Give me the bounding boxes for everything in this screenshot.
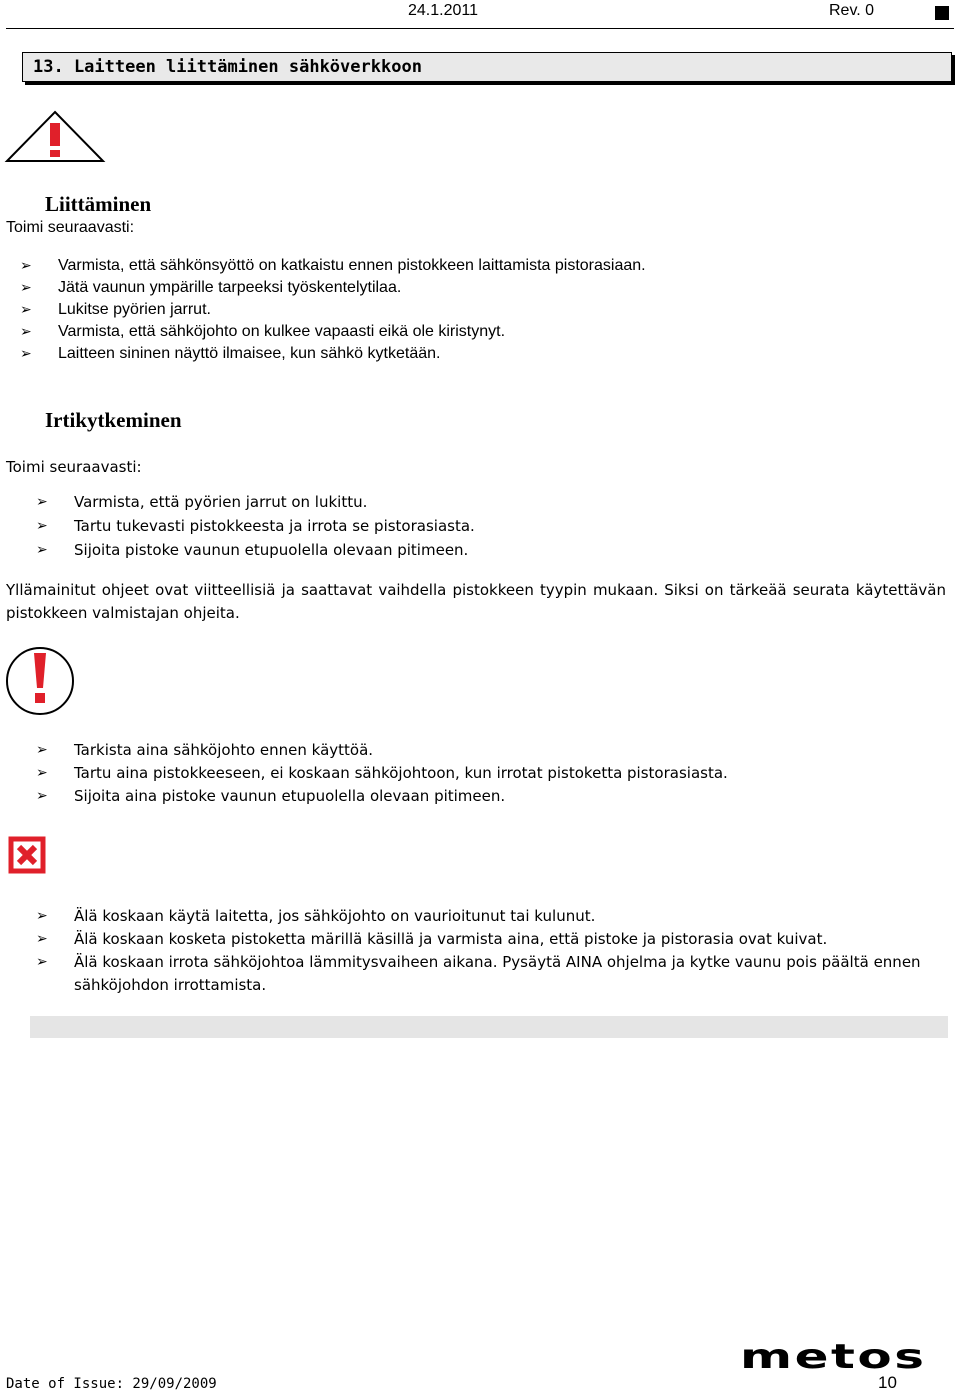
- connecting-heading: Liittäminen: [45, 192, 152, 216]
- connecting-list: [20, 255, 646, 365]
- arrow-bullet-icon: ➢: [20, 280, 32, 296]
- list-item: ➢ Jätä vaunun ympärille tarpeeksi työskentelytilaa.: [20, 277, 646, 299]
- footer-issue-date: Date of Issue: 29/09/2009: [6, 1376, 217, 1392]
- arrow-bullet-icon: ➢: [36, 765, 48, 781]
- list-item: ➢ Lukitse pyörien jarrut.: [20, 299, 646, 321]
- list-item: ➢ Laitteen sininen näyttö ilmaisee, kun sähkö kytketään.: [20, 343, 646, 365]
- header-date: 24.1.2011: [408, 2, 478, 19]
- list-item: ➢ Sijoita pistoke vaunun etupuolella olevaan pitimeen.: [36, 538, 475, 562]
- disconnecting-list: [36, 490, 475, 562]
- arrow-bullet-icon: ➢: [36, 954, 48, 970]
- cross-box-icon: [8, 836, 46, 878]
- prohibited-list: [36, 905, 948, 997]
- arrow-bullet-icon: ➢: [20, 258, 32, 274]
- exclamation-circle-icon: [4, 645, 76, 721]
- arrow-bullet-icon: ➢: [20, 346, 32, 362]
- list-item: ➢ Älä koskaan kosketa pistoketta märillä käsillä ja varmista aina, että pistoke ja pistorasia ovat kuivat.: [36, 928, 948, 951]
- header-marker: [935, 6, 949, 20]
- list-item: ➢ Varmista, että sähkönsyöttö on katkaistu ennen pistokkeen laittamista pistorasiaan.: [20, 255, 646, 277]
- arrow-bullet-icon: ➢: [20, 324, 32, 340]
- header-revision: Rev. 0: [829, 2, 875, 19]
- arrow-bullet-icon: ➢: [36, 494, 48, 510]
- arrow-bullet-icon: ➢: [36, 788, 48, 804]
- caution-list: [36, 739, 728, 808]
- list-item: ➢ Varmista, että pyörien jarrut on lukittu.: [36, 490, 475, 514]
- section-title: 13. Laitteen liittäminen sähköverkkoon: [22, 52, 952, 82]
- list-item: ➢ Älä koskaan irrota sähköjohtoa lämmitysvaiheen aikana. Pysäytä AINA ohjelma ja kytke vaunu pois päältä ennen sähköjohdon irrottamista.: [36, 953, 921, 994]
- arrow-bullet-icon: ➢: [36, 908, 48, 924]
- metos-logo: metos: [740, 1337, 927, 1377]
- warning-triangle-icon: [4, 110, 106, 168]
- disconnecting-intro: Toimi seuraavasti:: [6, 458, 142, 476]
- list-item: ➢ Tartu tukevasti pistokkeesta ja irrota se pistorasiasta.: [36, 514, 475, 538]
- connecting-intro: Toimi seuraavasti:: [6, 219, 135, 236]
- list-item: ➢ Varmista, että sähköjohto on kulkee vapaasti eikä ole kiristynyt.: [20, 321, 646, 343]
- disconnecting-note: Yllämainitut ohjeet ovat viitteellisiä ja saattavat vaihdella pistokkeen tyypin mukaan. Siksi on tärkeää seurata käytettävän pistokkeen valmistajan ohjeita.: [6, 581, 946, 622]
- arrow-bullet-icon: ➢: [36, 742, 48, 758]
- arrow-bullet-icon: ➢: [36, 518, 48, 534]
- list-item: ➢ Sijoita aina pistoke vaunun etupuolella olevaan pitimeen.: [36, 785, 728, 808]
- arrow-bullet-icon: ➢: [20, 302, 32, 318]
- list-item: ➢ Älä koskaan käytä laitetta, jos sähköjohto on vaurioitunut tai kulunut.: [36, 905, 948, 928]
- arrow-bullet-icon: ➢: [36, 542, 48, 558]
- separator-bar: [30, 1016, 948, 1038]
- arrow-bullet-icon: ➢: [36, 931, 48, 947]
- list-item: ➢ Tartu aina pistokkeeseen, ei koskaan sähköjohtoon, kun irrotat pistoketta pistorasiasta.: [36, 762, 728, 785]
- disconnecting-heading: Irtikytkeminen: [45, 408, 182, 432]
- list-item: ➢ Tarkista aina sähköjohto ennen käyttöä.: [36, 739, 728, 762]
- header-rule: [6, 28, 954, 29]
- footer-page-number: 10: [878, 1373, 897, 1392]
